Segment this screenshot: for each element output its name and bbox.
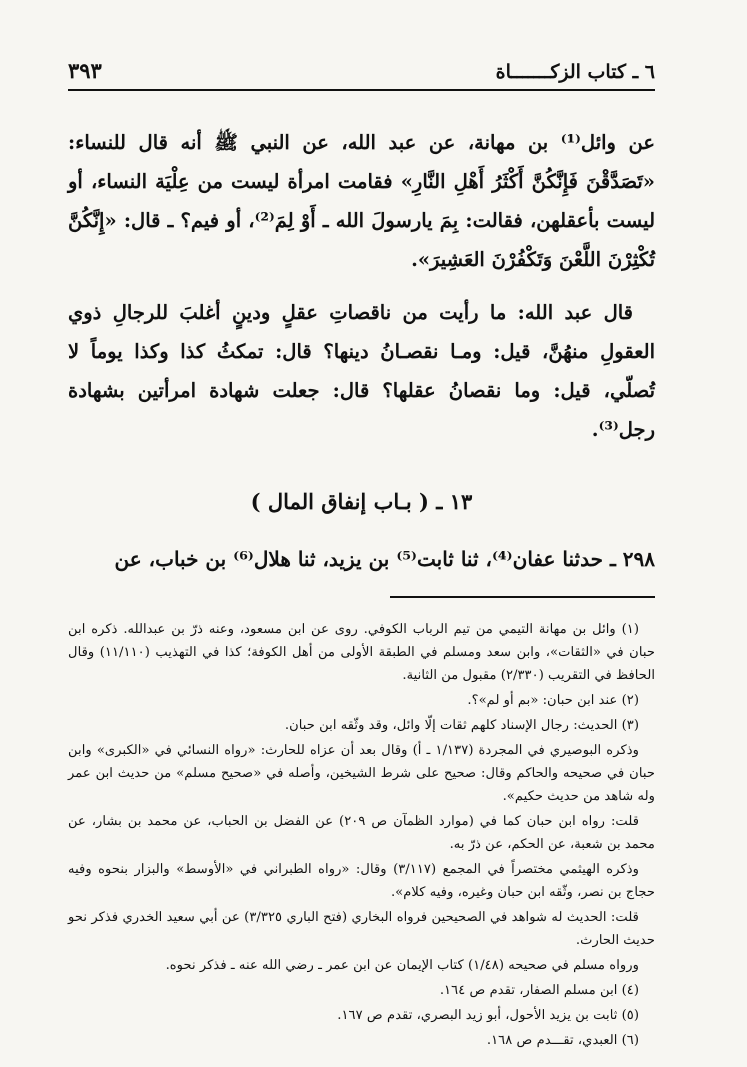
paragraph-2: قال عبد الله: ما رأيت من ناقصاتِ عقلٍ ودينٍ أغلبَ للرجالِ ذوي العقولِ منهُنَّ، قيل: ومـا نقصـانُ دينها؟ قال: تمكثُ كذا وكذا يوماً لا تُصلّي، قيل: وما نقصانُ عقلها؟ قال: جعلت شهادة امرأتين بشهادة رجل⁽³⁾. (68, 301, 655, 441)
footnote-4: (٤) ابن مسلم الصفار، تقدم ص ١٦٤. (439, 983, 639, 998)
footnote-3-cont-1: وذكره البوصيري في المجردة (١/١٣٧ ـ أ) وقال بعد أن عزاه للحارث: «رواه النسائي في «الكبرى» وابن حبان في صحيحه والحاكم وقال: صحيح على شرط الشيخين، وأصله في «صحيح مسلم» من حديث ابن عمر وله شاهد من حديث حكيم». (68, 743, 655, 804)
footnote-3-cont-3: وذكره الهيثمي مختصراً في المجمع (٣/١١٧) وقال: «رواه الطبراني في «الأوسط» والبزار بنحوه وفيه حجاج بن نصر، وثّقه ابن حبان وغيره، وفيه كلام». (68, 862, 655, 900)
footnote-2: (٢) عند ابن حبان: «بم أو لم»؟. (467, 693, 639, 708)
main-text (68, 123, 655, 574)
footnote-3-cont-5: ورواه مسلم في صحيحه (١/٤٨) كتاب الإيمان عن ابن عمر ـ رضي الله عنه ـ فذكر نحوه. (165, 958, 639, 973)
footnote-1: (١) وائل بن مهانة التيمي من تيم الرباب الكوفي. روى عن ابن مسعود، وعنه ذرّ بن عبدالله. ذكره ابن حبان في «الثقات»، وابن سعد ومسلم في الطبقة الأولى من أهل الكوفة؛ كذا في التهذيب (١١/١١٠) وقال الحافظ في التقريب (٢/٣٣٠) مقبول من الثانية. (68, 622, 655, 683)
page-number: ٣٩٣ (68, 58, 102, 83)
section-title: ١٣ ـ ( بـاب إنفاق المال ) (250, 489, 473, 514)
footnote-divider (390, 596, 655, 598)
footnote-5: (٥) ثابت بن يزيد الأحول، أبو زيد البصري، تقدم ص ١٦٧. (337, 1008, 639, 1023)
footnote-3-cont-2: قلت: رواه ابن حبان كما في (موارد الظمآن ص ٢٠٩) عن الفضل بن الحباب، عن محمد بن بشار، عن محمد بن شعبة، عن الحكم، عن ذرّ به. (68, 814, 655, 852)
footnote-3: (٣) الحديث: رجال الإسناد كلهم ثقات إلّا وائل، وقد وثّقه ابن حبان. (284, 718, 639, 733)
chapter-title: ٦ ـ كتاب الزكـــــــاة (495, 61, 655, 83)
footnotes (68, 618, 655, 1052)
footnote-6: (٦) العبدي، تقـــدم ص ١٦٨. (486, 1033, 639, 1048)
page-header (68, 58, 655, 91)
hadith-298-line: ٢٩٨ ـ حدثنا عفان⁽⁴⁾، ثنا ثابت⁽⁵⁾ بن يزيد، ثنا هلال⁽⁶⁾ بن خباب، عن (114, 547, 655, 571)
footnote-3-cont-4: قلت: الحديث له شواهد في الصحيحين فرواه البخاري (فتح الباري ٣/٣٢٥) عن أبي سعيد الخدري فذكر نحو حديث الحارث. (68, 910, 655, 948)
paragraph-1: عن وائل⁽¹⁾ بن مهانة، عن عبد الله، عن النبي ﷺ أنه قال للنساء: «تَصَدَّقْنَ فَإِنَّكُنَّ أَكْثَرُ أَهْلِ النَّارِ» فقامت امرأة ليست من عِلْيَة النساء، أو ليست بأعقلهن، فقالت: بِمَ يارسولَ الله ـ أَوْ لِمَ⁽²⁾، أو فيم؟ ـ قال: «إِنَّكُنَّ تُكْثِرْنَ اللَّعْنَ وَتَكْفُرْنَ العَشِيرَ». (68, 131, 656, 271)
